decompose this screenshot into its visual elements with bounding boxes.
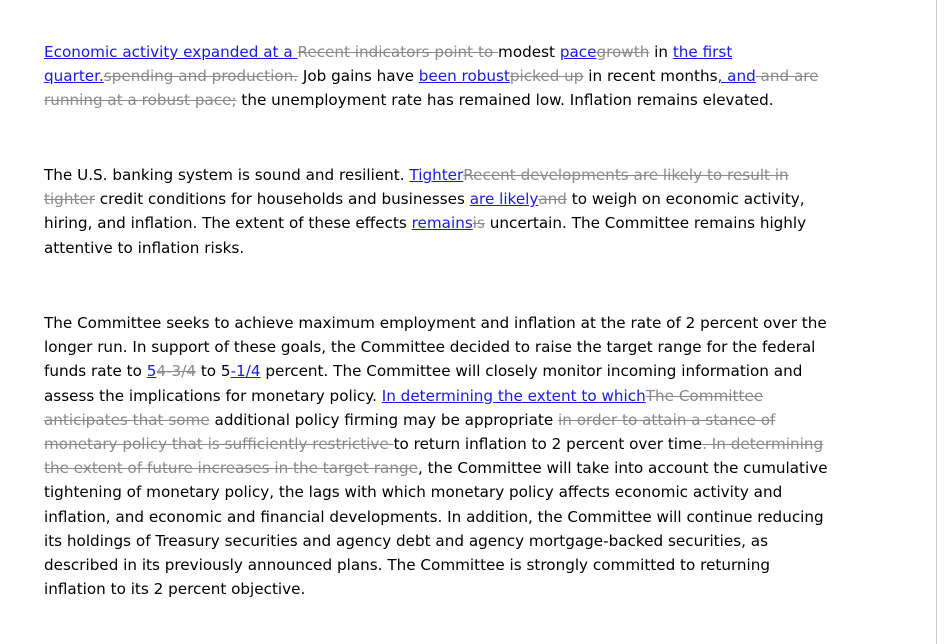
body-text: additional policy firming may be appropriate [209, 410, 559, 429]
inserted-text: 5 [146, 362, 157, 381]
deleted-text: Recent indicators point to [297, 43, 499, 61]
body-text: in recent months [583, 67, 718, 86]
deleted-text: 4-3/4 [156, 362, 196, 381]
body-text: Job gains have [298, 67, 419, 86]
deleted-text: Recent developments are likely to result in tighter [44, 166, 789, 209]
inserted-text: Economic activity expanded at a [44, 43, 298, 61]
inserted-text: pace [559, 43, 597, 61]
paragraph-committee-policy [44, 311, 834, 601]
inserted-text: remains [411, 214, 473, 233]
inserted-text: Tighter [409, 166, 464, 184]
body-text: , the Committee will take into account the cumulative tightening of monetary policy, the lags with which monetary policy affects economic activity and inflation, and economic and financial developments. In addition, the Committee will continue reducing its holdings of Treasury securities and agency debt and agency mortgage-backed securities, as described in its previously announced plans. The Committee is strongly committed to returning inflation to its 2 percent objective. [44, 459, 828, 599]
deleted-text: in order to attain a stance of monetary policy that is sufficiently restrictive [44, 410, 776, 454]
deleted-text: picked up [509, 67, 584, 86]
body-text: to return inflation to 2 percent over time [393, 435, 703, 454]
deleted-text: The Committee anticipates that some [44, 386, 764, 429]
inserted-text: been robust [418, 67, 510, 86]
inserted-text: the first quarter. [44, 43, 733, 86]
deleted-text: and [538, 190, 567, 209]
deleted-text: is [472, 214, 485, 233]
page-right-edge [936, 0, 947, 644]
body-text: to weigh on economic activity, hiring, and inflation. The extent of these effects [44, 190, 805, 233]
body-text: The Committee seeks to achieve maximum employment and inflation at the rate of 2 percent over the longer run. In support of these goals, the Committee decided to raise the target range for the federal funds rate to [44, 314, 827, 381]
body-text: credit conditions for households and businesses [94, 190, 470, 209]
body-text: the unemployment rate has remained low. Inflation remains elevated. [236, 91, 774, 110]
body-text: modest [498, 43, 560, 61]
paragraph-banking-system [44, 163, 834, 260]
deleted-text: spending and production. [103, 67, 299, 86]
paragraph-economic-activity [44, 40, 834, 113]
body-text: uncertain. The Committee remains highly attentive to inflation risks. [44, 214, 807, 257]
deleted-text: and are running at a robust pace; [44, 67, 819, 110]
body-text: percent. The Committee will closely monitor incoming information and assess the implications for monetary policy. [44, 362, 803, 405]
body-text: to 5 [196, 362, 231, 381]
body-text: in [649, 43, 673, 61]
body-text: The U.S. banking system is sound and resilient. [44, 166, 410, 184]
inserted-text: are likely [469, 190, 539, 209]
inserted-text: -1/4 [230, 362, 261, 381]
inserted-text: In determining the extent to which [381, 386, 646, 405]
inserted-text: , and [717, 67, 756, 86]
deleted-text: growth [596, 43, 650, 61]
deleted-text: . In determining the extent of future increases in the target range [44, 435, 824, 478]
